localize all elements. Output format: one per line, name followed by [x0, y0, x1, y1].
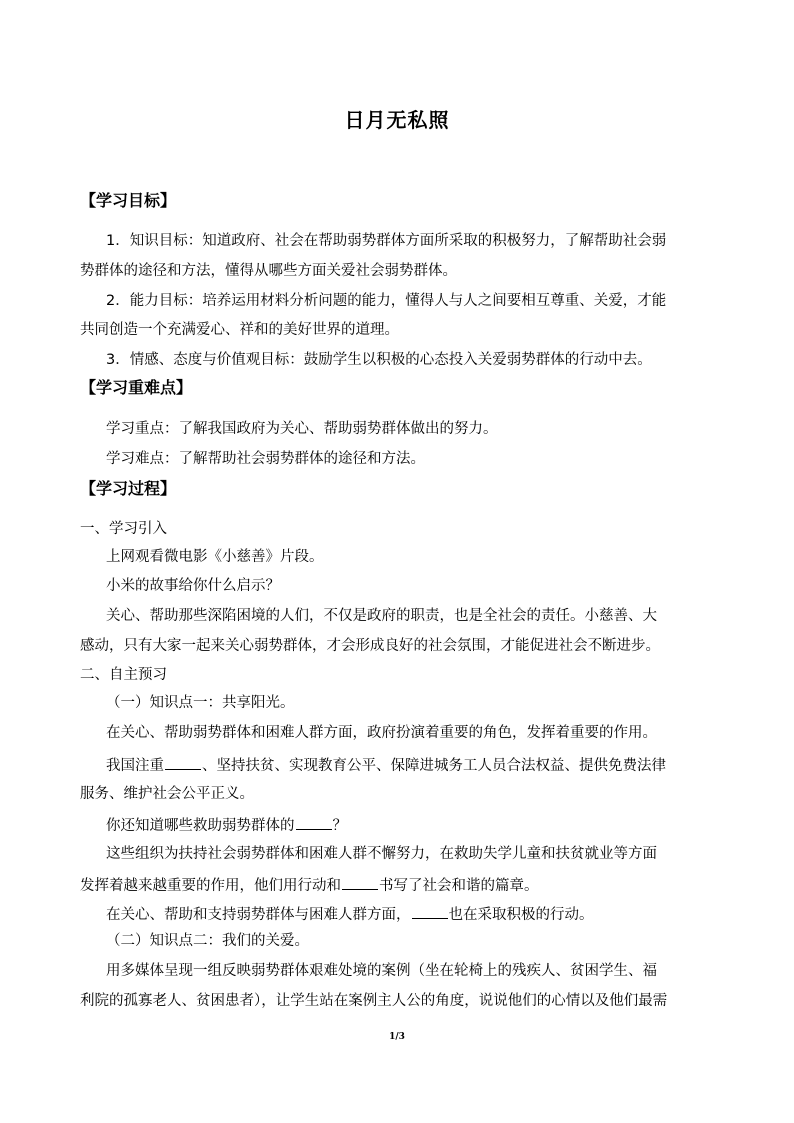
text-segment: ？ — [332, 818, 347, 834]
knowledge-1-line-1: 在关心、帮助弱势群体和困难人群方面，政府扮演着重要的角色，发挥着重要的作用。 — [106, 725, 657, 741]
knowledge-1-line-4a: 这些组织为扶持社会弱势群体和困难人群不懈努力，在救助失学儿童和扶贫就业等方面 — [106, 846, 657, 862]
intro-line-3b: 感动，只有大家一起来关心弱势群体，才会形成良好的社会氛围，才能促进社会不断进步。 — [80, 638, 660, 654]
goal-1-line-2: 势群体的途径和方法，懂得从哪些方面关爱社会弱势群体。 — [80, 263, 457, 279]
goals-heading: 【学习目标】 — [80, 191, 177, 210]
text-segment: 我国注重 — [106, 758, 164, 774]
text-segment: 书写了社会和谐的篇章。 — [379, 878, 539, 894]
page-title: 日月无私照 — [344, 108, 450, 132]
goal-2-line-1: 2．能力目标：培养运用材料分析问题的能力，懂得人与人之间要相互尊重、关爱，才能 — [106, 293, 667, 309]
text-segment: 、坚持扶贫、实现教育公平、保障进城务工人员合法权益、提供免费法律 — [202, 758, 666, 774]
goal-3: 3．情感、态度与价值观目标：鼓励学生以积极的心态投入关爱弱势群体的行动中去。 — [106, 352, 652, 368]
knowledge-1-line-3 — [106, 815, 347, 835]
goal-2-line-2: 共同创造一个充满爱心、祥和的美好世界的道理。 — [80, 322, 399, 338]
difficulty-point: 学习难点：了解帮助社会弱势群体的途径和方法。 — [106, 451, 425, 467]
fill-blank — [165, 755, 201, 770]
text-segment: 你还知道哪些救助弱势群体的 — [106, 818, 295, 834]
key-point: 学习重点：了解我国政府为关心、帮助弱势群体做出的努力。 — [106, 421, 498, 437]
text-segment: 发挥着越来越重要的作用，他们用行动和 — [80, 878, 341, 894]
text-segment: 在关心、帮助和支持弱势群体与困难人群方面， — [106, 907, 411, 923]
knowledge-1-line-2b: 服务、维护社会公平正义。 — [80, 786, 254, 802]
page-number: 1/3 — [389, 1032, 405, 1042]
knowledge-1-line-4b — [80, 875, 539, 895]
fill-blank — [296, 815, 332, 830]
knowledge-1-line-2a — [106, 755, 666, 775]
key-heading: 【学习重难点】 — [80, 378, 193, 397]
knowledge-2-line-1a: 用多媒体呈现一组反映弱势群体艰难处境的案例（坐在轮椅上的残疾人、贫困学生、福 — [106, 963, 657, 979]
intro-title: 一、学习引入 — [80, 521, 167, 537]
fill-blank — [412, 904, 448, 919]
knowledge-2-title: （二）知识点二：我们的关爱。 — [106, 933, 309, 949]
fill-blank — [342, 875, 378, 890]
intro-line-2: 小米的故事给你什么启示？ — [106, 578, 280, 594]
knowledge-2-line-1b: 利院的孤寡老人、贫困患者），让学生站在案例主人公的角度，说说他们的心情以及他们最需 — [80, 993, 668, 1009]
intro-line-1: 上网观看微电影《小慈善》片段。 — [106, 549, 324, 565]
knowledge-1-line-5 — [106, 904, 594, 924]
preview-title: 二、自主预习 — [80, 667, 167, 683]
knowledge-1-title: （一）知识点一：共享阳光。 — [106, 695, 295, 711]
process-heading: 【学习过程】 — [80, 479, 177, 498]
text-segment: 也在采取积极的行动。 — [448, 907, 594, 923]
goal-1-line-1: 1．知识目标：知道政府、社会在帮助弱势群体方面所采取的积极努力，了解帮助社会弱 — [106, 233, 667, 249]
intro-line-3a: 关心、帮助那些深陷困境的人们，不仅是政府的职责，也是全社会的责任。小慈善、大 — [106, 608, 657, 624]
